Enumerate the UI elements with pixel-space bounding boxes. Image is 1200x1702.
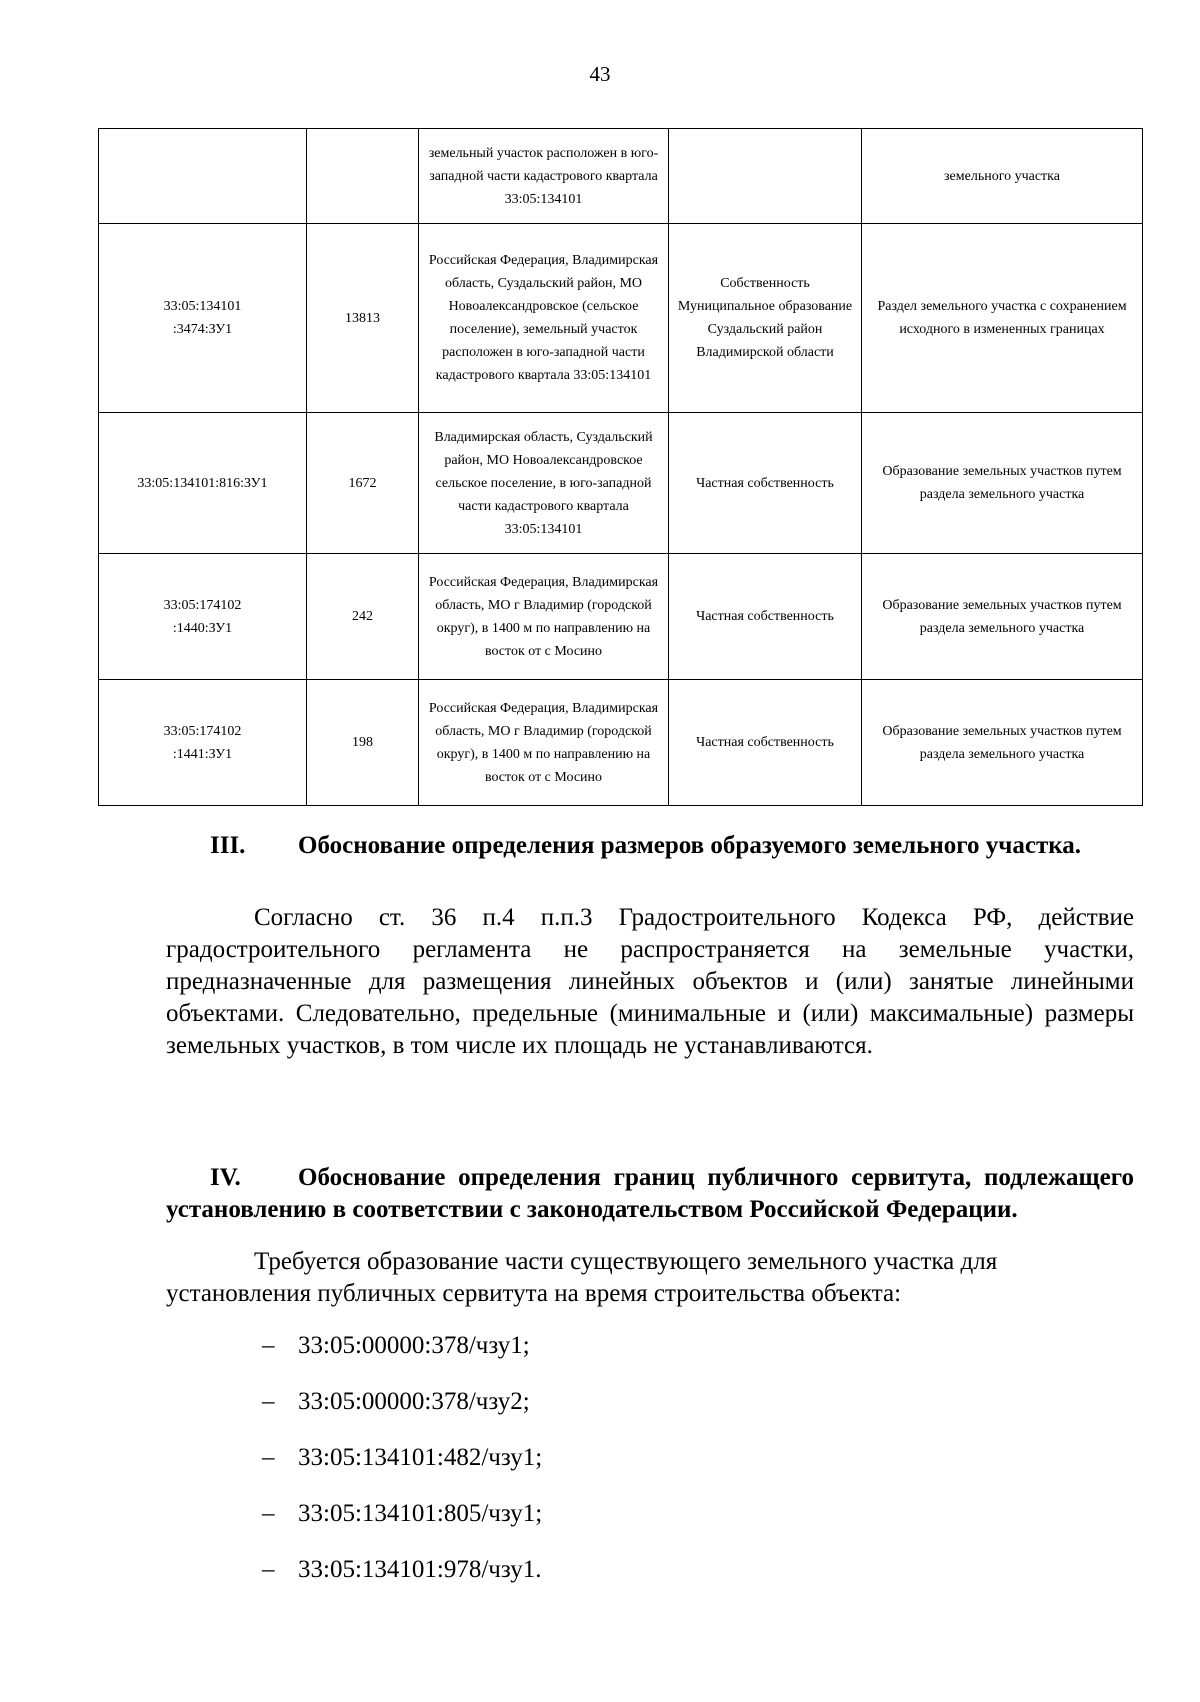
ownership-cell: Частная собственность bbox=[669, 680, 862, 806]
land-plots-table bbox=[98, 128, 1143, 806]
purpose-cell: земельного участка bbox=[862, 129, 1143, 224]
purpose-cell: Образование земельных участков путем раздела земельного участка bbox=[862, 680, 1143, 806]
area-cell: 1672 bbox=[307, 413, 419, 554]
cadastral-number-cell: 33:05:134101:816:ЗУ1 bbox=[99, 413, 307, 554]
ownership-cell: Частная собственность bbox=[669, 413, 862, 554]
list-item: – 33:05:134101:805/чзу1; bbox=[262, 1500, 543, 1527]
list-item: – 33:05:00000:378/чзу1; bbox=[262, 1332, 530, 1359]
cadastral-number-cell: 33:05:174102 :1441:ЗУ1 bbox=[99, 680, 307, 806]
ownership-cell: Частная собственность bbox=[669, 554, 862, 680]
purpose-cell: Раздел земельного участка с сохранением исходного в измененных границах bbox=[862, 224, 1143, 413]
table-row bbox=[99, 554, 1143, 680]
location-cell: земельный участок расположен в юго-западной части кадастрового квартала 33:05:134101 bbox=[419, 129, 669, 224]
location-cell: Российская Федерация, Владимирская область, МО г Владимир (городской округ), в 1400 м по направлению на восток от с Мосино bbox=[419, 680, 669, 806]
page-number: 43 bbox=[589, 62, 611, 86]
section-3-paragraph: Согласно ст. 36 п.4 п.п.3 Градостроительного Кодекса РФ, действие градостроительного регламента не распространяется на земельные участки, предназначенные для размещения линейных объектов и (или) занятые линейными объектами. Следовательно, предельные (минимальные и (или) максимальные) размеры земельных участков, в том числе их площадь не устанавливаются. bbox=[166, 904, 1134, 1059]
table-row bbox=[99, 680, 1143, 806]
section-4-number: IV. bbox=[210, 1164, 241, 1191]
cadastral-number-cell: 33:05:174102 :1440:ЗУ1 bbox=[99, 554, 307, 680]
table-row bbox=[99, 413, 1143, 554]
ownership-cell bbox=[669, 129, 862, 224]
ownership-cell: Собственность Муниципальное образование Суздальский район Владимирской области bbox=[669, 224, 862, 413]
list-item: – 33:05:00000:378/чзу2; bbox=[262, 1388, 530, 1415]
purpose-cell: Образование земельных участков путем раздела земельного участка bbox=[862, 554, 1143, 680]
section-4-heading bbox=[166, 1162, 1134, 1226]
area-cell: 13813 bbox=[307, 224, 419, 413]
cadastral-number-cell bbox=[99, 129, 307, 224]
list-item: – 33:05:134101:978/чзу1. bbox=[262, 1556, 542, 1583]
cadastral-number-cell: 33:05:134101 :3474:ЗУ1 bbox=[99, 224, 307, 413]
purpose-cell: Образование земельных участков путем раздела земельного участка bbox=[862, 413, 1143, 554]
list-item: – 33:05:134101:482/чзу1; bbox=[262, 1444, 543, 1471]
area-cell: 198 bbox=[307, 680, 419, 806]
section-4-title: Обоснование определения границ публичного сервитута, подлежащего установлению в соответствии с законодательством Российской Федерации. bbox=[166, 1164, 1134, 1223]
location-cell: Российская Федерация, Владимирская область, Суздальский район, МО Новоалександровское (сельское поселение), земельный участок расположен в юго-западной части кадастрового квартала 33:05:134101 bbox=[419, 224, 669, 413]
location-cell: Владимирская область, Суздальский район, МО Новоалександровское сельское поселение, в юго-западной части кадастрового квартала 33:05:134101 bbox=[419, 413, 669, 554]
section-3-heading bbox=[166, 830, 1134, 862]
table-row bbox=[99, 224, 1143, 413]
table-row bbox=[99, 129, 1143, 224]
area-cell: 242 bbox=[307, 554, 419, 680]
section-3-number: III. bbox=[210, 832, 246, 859]
section-4-paragraph: Требуется образование части существующего земельного участка для установления публичных сервитута на время строительства объекта: bbox=[166, 1248, 998, 1307]
location-cell: Российская Федерация, Владимирская область, МО г Владимир (городской округ), в 1400 м по направлению на восток от с Мосино bbox=[419, 554, 669, 680]
area-cell bbox=[307, 129, 419, 224]
section-3-title: Обоснование определения размеров образуемого земельного участка. bbox=[298, 832, 1082, 859]
